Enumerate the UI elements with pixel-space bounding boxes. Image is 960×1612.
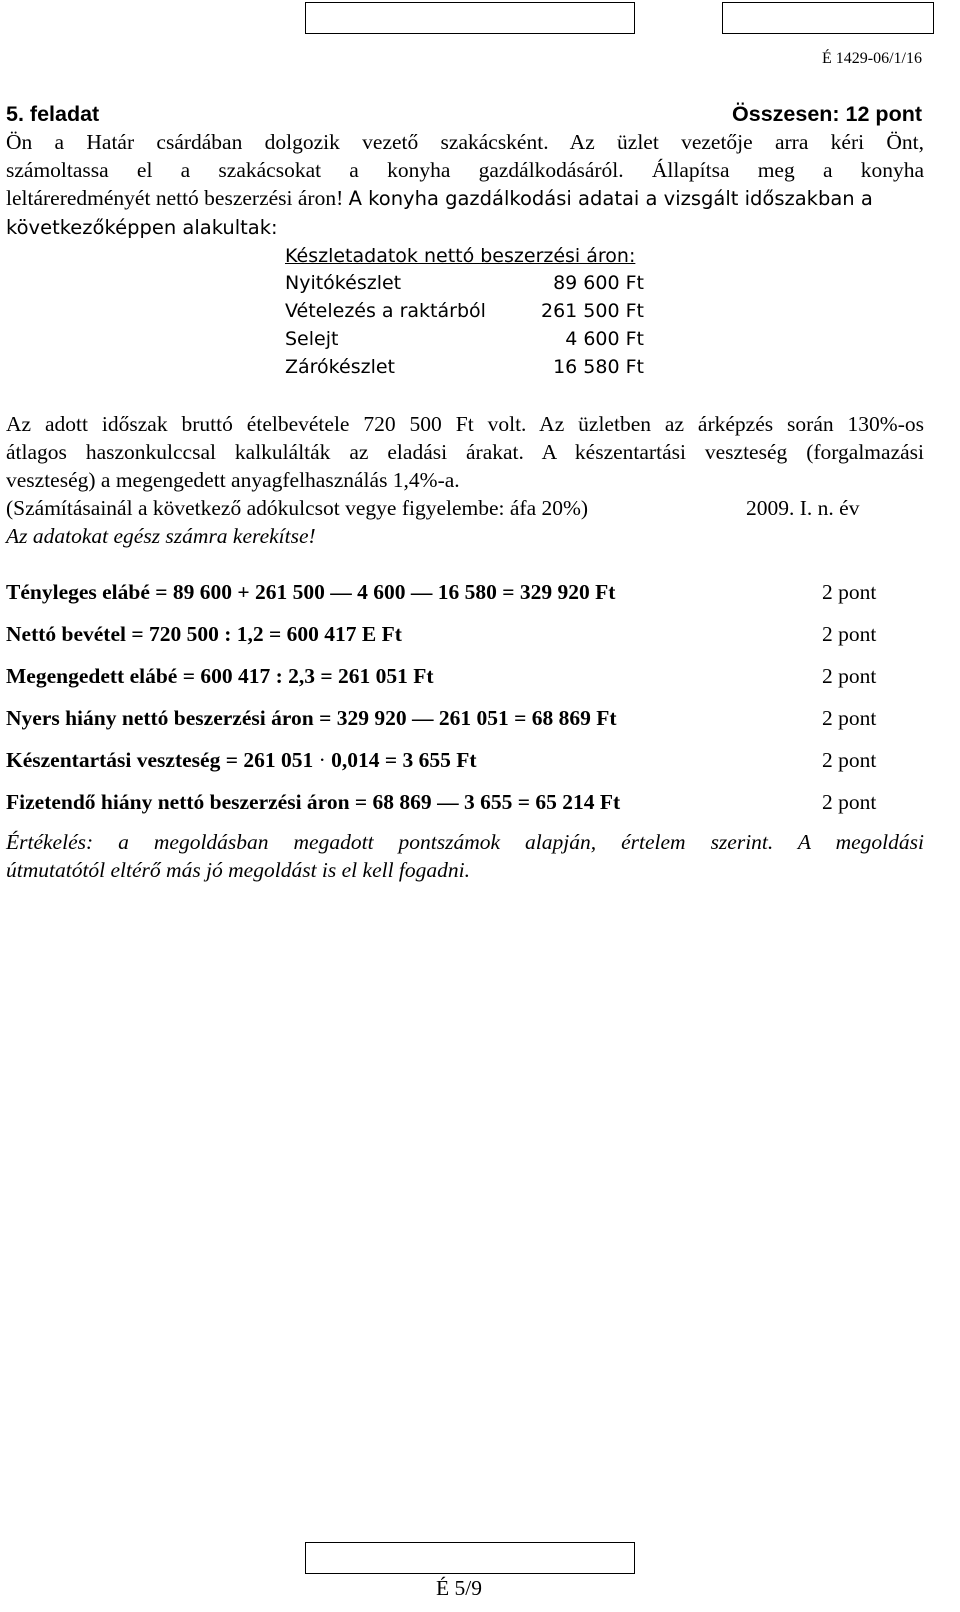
stock-label-closing: Zárókészlet	[285, 356, 395, 378]
intro-line-1: Ön a Határ csárdában dolgozik vezető szakácsként. Az üzlet vezetője arra kéri Önt,	[6, 130, 924, 154]
header-box-left	[305, 2, 635, 34]
facts-line-2: átlagos haszonkulccsal kalkulálták az eladási árakat. A készentartási veszteség (forgalmazási	[6, 440, 924, 464]
step-payable-shortage: Fizetendő hiány nettó beszerzési áron = 68 869 — 3 655 = 65 214 Ft	[6, 790, 621, 814]
stock-value-opening: 89 600 Ft	[553, 272, 644, 294]
step-actual-cost: Tényleges elábé = 89 600 + 261 500 — 4 600 — 16 580 = 329 920 Ft	[6, 580, 616, 604]
step-raw-shortage: Nyers hiány nettó beszerzési áron = 329 920 — 261 051 = 68 869 Ft	[6, 706, 617, 730]
exam-year: 2009. I. n. év	[746, 496, 860, 520]
multiply-sign: ·	[318, 748, 326, 772]
tax-note: (Számításainál a következő adókulcsot vegye figyelembe: áfa 20%)	[6, 496, 589, 520]
minus-sign: —	[437, 790, 459, 814]
step-allowed-cost-points: 2 pont	[822, 664, 877, 688]
intro-line-2: számoltassa el a szakácsokat a konyha gazdálkodásáról. Állapítsa meg a konyha	[6, 158, 924, 182]
footer-box	[305, 1542, 635, 1574]
minus-sign: —	[330, 580, 352, 604]
intro-line-4: következőképpen alakultak:	[6, 216, 278, 239]
task-title: 5. feladat	[6, 102, 100, 126]
step-actual-cost-points: 2 pont	[822, 580, 877, 604]
stock-label-waste: Selejt	[285, 328, 339, 350]
document-code: É 1429-06/1/16	[822, 50, 922, 67]
step-net-revenue-points: 2 pont	[822, 622, 877, 646]
intro-line-3	[6, 186, 924, 211]
rounding-instruction: Az adatokat egész számra kerekítse!	[6, 524, 316, 548]
stock-value-waste: 4 600 Ft	[565, 328, 644, 350]
task-total-points: Összesen: 12 pont	[732, 102, 922, 126]
header-box-right	[722, 2, 934, 34]
page-number: É 5/9	[436, 1576, 482, 1600]
step-allowed-cost: Megengedett elábé = 600 417 : 2,3 = 261 051 Ft	[6, 664, 434, 688]
step-raw-shortage-points: 2 pont	[822, 706, 877, 730]
intro-line-3-serif: leltáreredményét nettó beszerzési áron!	[6, 186, 344, 210]
step-standby-loss: Készentartási veszteség = 261 051 · 0,014 = 3 655 Ft	[6, 748, 477, 772]
intro-line-3-sans: A konyha gazdálkodási adatai a vizsgált időszakban a	[348, 187, 873, 210]
stock-label-requisition: Vételezés a raktárból	[285, 300, 486, 322]
step-standby-loss-points: 2 pont	[822, 748, 877, 772]
minus-sign: —	[411, 706, 434, 730]
stock-value-closing: 16 580 Ft	[553, 356, 644, 378]
facts-line-3: veszteség) a megengedett anyagfelhasználás 1,4%-a.	[6, 468, 460, 492]
facts-line-1: Az adott időszak bruttó ételbevétele 720 500 Ft volt. Az üzletben az árképzés során 130%-os	[6, 412, 924, 436]
step-net-revenue: Nettó bevétel = 720 500 : 1,2 = 600 417 E Ft	[6, 622, 402, 646]
minus-sign: —	[410, 580, 433, 604]
evaluation-line-1: Értékelés: a megoldásban megadott pontszámok alapján, értelem szerint. A megoldási	[6, 830, 924, 854]
stock-heading: Készletadatok nettó beszerzési áron:	[285, 245, 636, 267]
evaluation-line-2: útmutatótól eltérő más jó megoldást is el kell fogadni.	[6, 858, 471, 882]
stock-label-opening: Nyitókészlet	[285, 272, 402, 294]
step-payable-shortage-points: 2 pont	[822, 790, 877, 814]
stock-value-requisition: 261 500 Ft	[541, 300, 644, 322]
